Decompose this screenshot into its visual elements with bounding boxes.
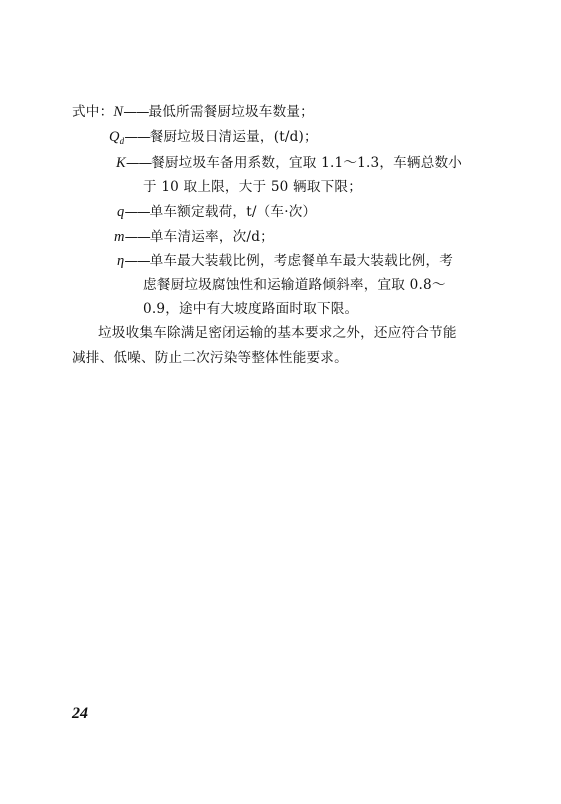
definition-text: 虑餐厨垃圾腐蚀性和运输道路倾斜率，宜取 0.8～ [143,277,446,293]
symbol-q-lower: q [117,204,125,220]
definition-eta [117,252,453,270]
symbol-q: Q [109,129,120,145]
definition-qd [109,128,318,147]
definition-dash: —— [124,204,150,220]
definition-text: 单车最大装载比例，考虑餐单车最大装载比例，考 [149,253,454,269]
definition-text: 餐厨垃圾车备用系数，宜取 1.1～1.3，车辆总数小 [151,155,463,171]
definition-k-continuation [143,178,362,196]
definition-text: 最低所需餐厨垃圾车数量； [148,104,314,120]
paragraph-line-1 [98,324,457,342]
paragraph-text: 垃圾收集车除满足密闭运输的基本要求之外，还应符合节能 [98,325,457,341]
definition-dash: —— [123,104,149,120]
symbol-k: K [116,155,126,171]
definition-dash: —— [124,253,150,269]
definition-m [114,228,274,246]
definition-dash: —— [124,129,150,145]
definition-dash: —— [124,229,150,245]
definition-text: 单车清运率，次/d； [149,229,274,245]
definition-eta-continuation-2 [143,300,358,318]
definition-text: 于 10 取上限，大于 50 辆取下限； [143,179,363,195]
symbol-m: m [114,229,125,245]
definition-text: 单车额定载荷，t/（车·次） [149,204,317,220]
definition-dash: —— [125,155,152,171]
definition-eta-continuation-1 [143,276,446,294]
symbol-subscript-d: d [119,136,125,146]
definition-n [72,103,314,121]
definition-k [116,154,462,172]
paragraph-line-2 [72,349,348,367]
paragraph-text: 减排、低噪、防止二次污染等整体性能要求。 [72,350,348,366]
definitions-prefix: 式中： [72,104,114,120]
definition-text: 餐厨垃圾日清运量，(t/d)； [149,129,318,145]
page-number: 24 [72,705,88,722]
symbol-n: N [113,104,124,120]
definition-text: 0.9，途中有大坡度路面时取下限。 [143,301,359,317]
definition-q [117,203,316,221]
symbol-eta: η [117,253,125,269]
